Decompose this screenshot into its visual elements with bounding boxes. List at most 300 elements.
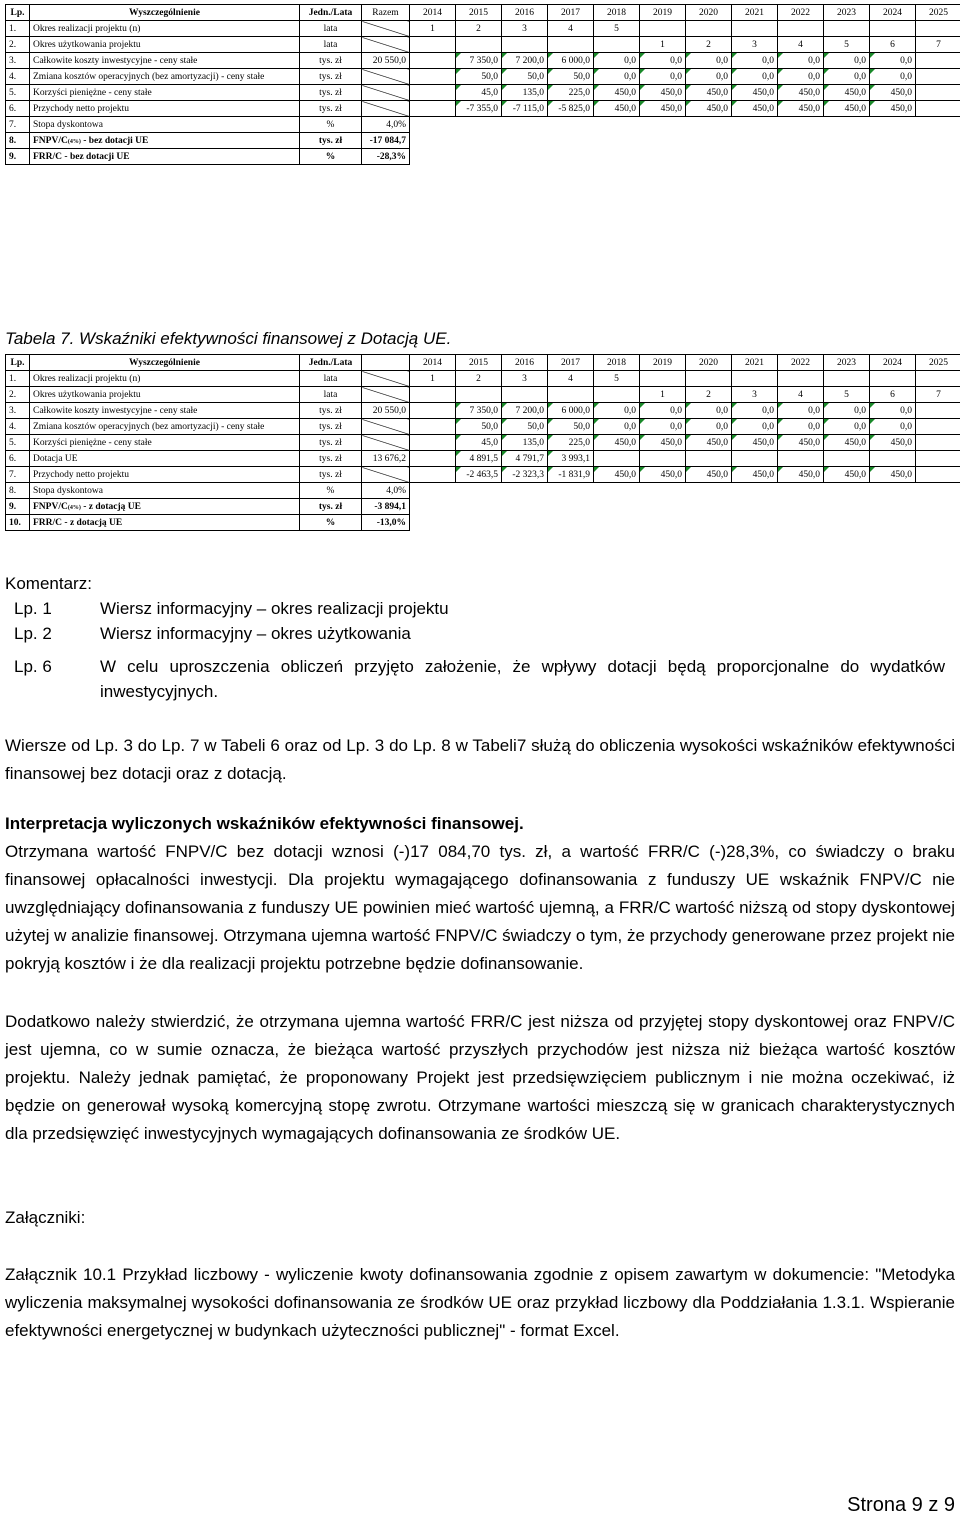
header-cell: 2024	[870, 5, 916, 21]
value-cell: 450,0	[686, 467, 732, 483]
header-cell: 2016	[502, 5, 548, 21]
value-cell	[778, 21, 824, 37]
value-cell	[410, 53, 456, 69]
value-cell	[824, 21, 870, 37]
empty-cell	[410, 499, 960, 515]
razem-cell: -3 894,1	[362, 499, 410, 515]
value-cell: 450,0	[824, 101, 870, 117]
empty-cell	[410, 149, 960, 165]
value-cell: 1	[410, 21, 456, 37]
value-cell: 1	[640, 37, 686, 53]
value-cell: 0,0	[778, 419, 824, 435]
value-cell	[410, 101, 456, 117]
value-cell: 0,0	[732, 53, 778, 69]
value-cell: 450,0	[732, 85, 778, 101]
value-cell: 2	[686, 387, 732, 403]
value-cell: 0,0	[870, 419, 916, 435]
value-cell: 7 200,0	[502, 53, 548, 69]
name-cell: Korzyści pieniężne - ceny stałe	[30, 85, 300, 101]
value-cell: 0,0	[686, 419, 732, 435]
value-cell: 7	[916, 387, 960, 403]
value-cell: 0,0	[640, 403, 686, 419]
value-cell	[732, 451, 778, 467]
lp-cell: 9.	[6, 149, 30, 165]
unit-cell: tys. zł	[300, 85, 362, 101]
unit-cell: tys. zł	[300, 69, 362, 85]
value-cell: 450,0	[732, 435, 778, 451]
value-cell: 3	[502, 371, 548, 387]
table-z-dotacja	[5, 354, 960, 531]
value-cell: 135,0	[502, 85, 548, 101]
lp-cell: 5.	[6, 435, 30, 451]
value-cell: 3	[732, 37, 778, 53]
lp-cell: 8.	[6, 483, 30, 499]
value-cell: 7	[916, 37, 960, 53]
lp-cell: 4.	[6, 69, 30, 85]
lp-cell: 2.	[6, 387, 30, 403]
unit-cell: lata	[300, 371, 362, 387]
header-cell: 2020	[686, 5, 732, 21]
razem-cell	[362, 101, 410, 117]
value-cell: 450,0	[686, 435, 732, 451]
name-main: FNPV/C	[33, 136, 68, 146]
table-row	[6, 101, 960, 117]
value-cell: 0,0	[778, 53, 824, 69]
value-cell	[502, 387, 548, 403]
value-cell: 450,0	[732, 467, 778, 483]
value-cell: 450,0	[594, 467, 640, 483]
razem-cell: 13 676,2	[362, 451, 410, 467]
value-cell: -5 825,0	[548, 101, 594, 117]
value-cell: 450,0	[640, 85, 686, 101]
value-cell: 0,0	[594, 69, 640, 85]
value-cell	[410, 419, 456, 435]
header-cell: 2014	[410, 355, 456, 371]
value-cell: 4	[548, 371, 594, 387]
value-cell: 0,0	[640, 419, 686, 435]
header-cell: 2017	[548, 355, 594, 371]
razem-cell: 4,0%	[362, 117, 410, 133]
name-cell	[30, 499, 300, 515]
razem-cell	[362, 21, 410, 37]
value-cell	[870, 371, 916, 387]
value-cell: -7 355,0	[456, 101, 502, 117]
value-cell: 0,0	[778, 69, 824, 85]
header-cell: Lp.	[6, 5, 30, 21]
table-header-row	[6, 355, 960, 371]
name-cell: Zmiana kosztów operacyjnych (bez amortyzacji) - ceny stałe	[30, 419, 300, 435]
value-cell: -2 323,3	[502, 467, 548, 483]
komentarz-lp-label: Lp. 2	[14, 621, 52, 646]
unit-cell: lata	[300, 37, 362, 53]
lp-cell: 9.	[6, 499, 30, 515]
value-cell: 0,0	[732, 403, 778, 419]
value-cell: 0,0	[686, 403, 732, 419]
unit-cell: tys. zł	[300, 467, 362, 483]
value-cell: 450,0	[686, 85, 732, 101]
value-cell: 0,0	[824, 403, 870, 419]
value-cell: 450,0	[778, 467, 824, 483]
value-cell	[502, 37, 548, 53]
value-cell	[870, 451, 916, 467]
value-cell: 5	[594, 21, 640, 37]
razem-cell	[362, 387, 410, 403]
value-cell: 135,0	[502, 435, 548, 451]
value-cell: 225,0	[548, 85, 594, 101]
value-cell: -2 463,5	[456, 467, 502, 483]
table-row	[6, 499, 960, 515]
value-cell	[916, 69, 960, 85]
value-cell: 450,0	[594, 435, 640, 451]
interpretation-paragraph-1: Otrzymana wartość FNPV/C bez dotacji wznosi (-)17 084,70 tys. zł, a wartość FRR/C (-)28,3%, co świadczy o braku finansowej opłacalności inwestycji. Dla projektu wymagającego dofinansowania z funduszy UE wskaźnik FNPV/C nie uwzględniający dofinansowania z funduszy UE powinien mieć wartość ujemną, a FRR/C wartość niższą od stopy dyskontowej użytej w analizie finansowej. Otrzymana ujemna wartość FNPV/C świadczy o tym, że przychody generowane przez projekt nie pokryją kosztów i że dla realizacji projektu potrzebne będzie dofinansowanie.	[5, 838, 955, 978]
header-cell: 2021	[732, 355, 778, 371]
header-cell: 2016	[502, 355, 548, 371]
value-cell	[916, 371, 960, 387]
value-cell	[410, 37, 456, 53]
header-cell: Lp.	[6, 355, 30, 371]
value-cell: -7 115,0	[502, 101, 548, 117]
name-cell: Zmiana kosztów operacyjnych (bez amortyzacji) - ceny stałe	[30, 69, 300, 85]
value-cell	[410, 69, 456, 85]
value-cell: 6 000,0	[548, 53, 594, 69]
page-number: Strona 9 z 9	[847, 1494, 955, 1517]
razem-cell	[362, 419, 410, 435]
value-cell: 3	[732, 387, 778, 403]
value-cell: 450,0	[870, 85, 916, 101]
value-cell	[732, 371, 778, 387]
paragraph-wiersze: Wiersze od Lp. 3 do Lp. 7 w Tabeli 6 oraz od Lp. 3 do Lp. 8 w Tabeli7 służą do obliczenia wysokości wskaźników efektywności finansowej bez dotacji oraz z dotacją.	[5, 732, 955, 788]
value-cell	[916, 451, 960, 467]
attachments-heading: Załączniki:	[5, 1204, 955, 1232]
lp-cell: 1.	[6, 21, 30, 37]
value-cell: 6	[870, 37, 916, 53]
header-cell	[362, 355, 410, 371]
empty-cell	[410, 133, 960, 149]
table-row	[6, 117, 960, 133]
value-cell: 50,0	[456, 69, 502, 85]
header-cell: 2022	[778, 355, 824, 371]
value-cell: 5	[824, 387, 870, 403]
table-header-row	[6, 5, 960, 21]
value-cell: 450,0	[870, 435, 916, 451]
value-cell	[410, 467, 456, 483]
razem-cell: 20 550,0	[362, 53, 410, 69]
value-cell: 450,0	[686, 101, 732, 117]
value-cell: 450,0	[870, 101, 916, 117]
name-cell: Przychody netto projektu	[30, 467, 300, 483]
value-cell	[686, 21, 732, 37]
unit-cell: lata	[300, 387, 362, 403]
value-cell	[410, 403, 456, 419]
name-cell: FRR/C - bez dotacji UE	[30, 149, 300, 165]
komentarz-lp-label: Lp. 1	[14, 596, 52, 621]
value-cell	[916, 101, 960, 117]
value-cell: 450,0	[824, 467, 870, 483]
value-cell	[916, 85, 960, 101]
value-cell: 2	[686, 37, 732, 53]
value-cell: 0,0	[732, 419, 778, 435]
table-row	[6, 435, 960, 451]
header-cell: Razem	[362, 5, 410, 21]
razem-cell: -13,0%	[362, 515, 410, 531]
attachment-item: Załącznik 10.1 Przykład liczbowy - wyliczenie kwoty dofinansowania zgodnie z opisem zawartym w dokumencie: "Metodyka wyliczenia maksymalnej wysokości dofinansowania ze środków UE oraz przykład liczbowy dla Poddziałania 1.3.1. Wspieranie efektywności energetycznej w budynkach użyteczności publicznej" - format Excel.	[5, 1261, 955, 1345]
unit-cell: %	[300, 149, 362, 165]
header-cell: 2018	[594, 5, 640, 21]
value-cell: 450,0	[640, 435, 686, 451]
empty-cell	[410, 515, 960, 531]
table-row	[6, 69, 960, 85]
header-cell: 2019	[640, 355, 686, 371]
unit-cell: tys. zł	[300, 419, 362, 435]
unit-cell: lata	[300, 21, 362, 37]
name-cell: Okres użytkowania projektu	[30, 37, 300, 53]
empty-cell	[410, 483, 960, 499]
value-cell: 225,0	[548, 435, 594, 451]
header-cell: 2023	[824, 355, 870, 371]
table-bez-dotacji	[5, 4, 960, 165]
value-cell: 3 993,1	[548, 451, 594, 467]
header-cell: Jedn./Lata	[300, 355, 362, 371]
lp-cell: 6.	[6, 451, 30, 467]
value-cell: 450,0	[594, 101, 640, 117]
lp-cell: 6.	[6, 101, 30, 117]
name-subscript: (4%)	[68, 505, 81, 511]
value-cell: 7 200,0	[502, 403, 548, 419]
header-cell: 2015	[456, 5, 502, 21]
value-cell: 4 891,5	[456, 451, 502, 467]
table-row	[6, 371, 960, 387]
value-cell	[594, 387, 640, 403]
table-row	[6, 403, 960, 419]
razem-cell	[362, 371, 410, 387]
name-cell: Całkowite koszty inwestycyjne - ceny stałe	[30, 403, 300, 419]
lp-cell: 2.	[6, 37, 30, 53]
value-cell	[916, 435, 960, 451]
value-cell	[548, 37, 594, 53]
value-cell: 50,0	[456, 419, 502, 435]
header-cell: 2021	[732, 5, 778, 21]
table-row	[6, 53, 960, 69]
name-cell: Stopa dyskontowa	[30, 117, 300, 133]
table-row	[6, 515, 960, 531]
value-cell: 0,0	[778, 403, 824, 419]
value-cell: 7 350,0	[456, 403, 502, 419]
value-cell	[548, 387, 594, 403]
value-cell: 50,0	[548, 419, 594, 435]
empty-cell	[410, 117, 960, 133]
value-cell: 1	[640, 387, 686, 403]
value-cell: 450,0	[778, 101, 824, 117]
table-caption: Tabela 7. Wskaźniki efektywności finansowej z Dotacją UE.	[5, 329, 451, 349]
value-cell	[686, 371, 732, 387]
name-tail: - z dotacją UE	[81, 502, 141, 512]
header-cell: Jedn./Lata	[300, 5, 362, 21]
header-cell: 2014	[410, 5, 456, 21]
value-cell: 0,0	[640, 69, 686, 85]
table-row	[6, 387, 960, 403]
komentarz-lp-label: Lp. 6	[14, 654, 52, 679]
value-cell: 450,0	[640, 101, 686, 117]
value-cell: 0,0	[870, 53, 916, 69]
value-cell	[870, 21, 916, 37]
razem-cell	[362, 37, 410, 53]
value-cell: -1 831,9	[548, 467, 594, 483]
unit-cell: tys. zł	[300, 133, 362, 149]
value-cell: 4	[778, 37, 824, 53]
value-cell: 450,0	[640, 467, 686, 483]
value-cell	[916, 53, 960, 69]
value-cell: 0,0	[594, 403, 640, 419]
header-cell: 2018	[594, 355, 640, 371]
value-cell: 45,0	[456, 435, 502, 451]
value-cell: 4	[548, 21, 594, 37]
value-cell	[594, 37, 640, 53]
value-cell: 0,0	[594, 53, 640, 69]
value-cell: 0,0	[686, 53, 732, 69]
value-cell: 50,0	[502, 419, 548, 435]
lp-cell: 8.	[6, 133, 30, 149]
table-row	[6, 21, 960, 37]
unit-cell: %	[300, 515, 362, 531]
header-cell: 2025	[916, 5, 960, 21]
value-cell	[778, 451, 824, 467]
table-row	[6, 451, 960, 467]
lp-cell: 4.	[6, 419, 30, 435]
header-cell: 2015	[456, 355, 502, 371]
name-cell: Dotacja UE	[30, 451, 300, 467]
table-row	[6, 133, 960, 149]
header-cell: Wyszczególnienie	[30, 355, 300, 371]
value-cell: 0,0	[732, 69, 778, 85]
value-cell	[686, 451, 732, 467]
name-tail: - bez dotacji UE	[81, 136, 149, 146]
header-cell: 2025	[916, 355, 960, 371]
unit-cell: %	[300, 117, 362, 133]
value-cell	[778, 371, 824, 387]
value-cell	[456, 37, 502, 53]
value-cell: 50,0	[548, 69, 594, 85]
unit-cell: tys. zł	[300, 101, 362, 117]
value-cell: 0,0	[686, 69, 732, 85]
value-cell: 450,0	[594, 85, 640, 101]
value-cell	[410, 85, 456, 101]
value-cell: 0,0	[824, 53, 870, 69]
table-row	[6, 467, 960, 483]
value-cell: 450,0	[824, 435, 870, 451]
lp-cell: 3.	[6, 403, 30, 419]
table-row	[6, 483, 960, 499]
table-row	[6, 419, 960, 435]
unit-cell: tys. zł	[300, 435, 362, 451]
value-cell: 450,0	[824, 85, 870, 101]
value-cell: 0,0	[824, 419, 870, 435]
value-cell: 7 350,0	[456, 53, 502, 69]
lp-cell: 3.	[6, 53, 30, 69]
lp-cell: 7.	[6, 117, 30, 133]
value-cell: 0,0	[594, 419, 640, 435]
razem-cell: -28,3%	[362, 149, 410, 165]
lp-cell: 1.	[6, 371, 30, 387]
value-cell: 2	[456, 371, 502, 387]
value-cell: 0,0	[870, 69, 916, 85]
table-row	[6, 149, 960, 165]
razem-cell	[362, 85, 410, 101]
komentarz-title: Komentarz:	[5, 570, 955, 598]
value-cell: 0,0	[640, 53, 686, 69]
unit-cell: tys. zł	[300, 53, 362, 69]
lp-cell: 10.	[6, 515, 30, 531]
razem-cell: 20 550,0	[362, 403, 410, 419]
value-cell	[410, 435, 456, 451]
value-cell	[916, 403, 960, 419]
value-cell	[916, 21, 960, 37]
value-cell	[916, 419, 960, 435]
value-cell	[410, 387, 456, 403]
value-cell	[824, 451, 870, 467]
unit-cell: tys. zł	[300, 451, 362, 467]
value-cell	[456, 387, 502, 403]
name-subscript: (4%)	[68, 139, 81, 145]
value-cell: 4 791,7	[502, 451, 548, 467]
value-cell: 4	[778, 387, 824, 403]
header-cell: 2019	[640, 5, 686, 21]
value-cell: 450,0	[732, 101, 778, 117]
value-cell	[640, 21, 686, 37]
name-cell	[30, 133, 300, 149]
header-cell: 2020	[686, 355, 732, 371]
value-cell	[916, 467, 960, 483]
value-cell: 0,0	[870, 403, 916, 419]
value-cell: 450,0	[778, 85, 824, 101]
value-cell: 6 000,0	[548, 403, 594, 419]
value-cell	[640, 451, 686, 467]
razem-cell: -17 084,7	[362, 133, 410, 149]
value-cell: 450,0	[778, 435, 824, 451]
value-cell: 0,0	[824, 69, 870, 85]
razem-cell	[362, 435, 410, 451]
razem-cell	[362, 467, 410, 483]
table-row	[6, 37, 960, 53]
unit-cell: %	[300, 483, 362, 499]
name-cell: Stopa dyskontowa	[30, 483, 300, 499]
value-cell: 45,0	[456, 85, 502, 101]
name-cell: Całkowite koszty inwestycyjne - ceny stałe	[30, 53, 300, 69]
razem-cell	[362, 69, 410, 85]
interpretation-paragraph-2: Dodatkowo należy stwierdzić, że otrzymana ujemna wartość FRR/C jest niższa od przyjętej stopy dyskontowej oraz FNPV/C jest ujemna, co w sumie oznacza, że bieżąca wartość przyszłych przychodów jest niższa niż bieżąca wartość kosztów projektu. Należy jednak pamiętać, że proponowany Projekt jest przedsięwzięciem publicznym i nie można oczekiwać, iż będzie on generował wysoką komercyjną stopę zwrotu. Otrzymane wartości mieszczą się w granicach charakterystycznych dla przedsięwzięć inwestycyjnych wymagających dofinansowania ze środków UE.	[5, 1008, 955, 1148]
interpretation-heading: Interpretacja wyliczonych wskaźników efektywności finansowej.	[5, 810, 955, 838]
komentarz-lp-text: Wiersz informacyjny – okres użytkowania	[100, 621, 945, 646]
value-cell	[594, 451, 640, 467]
value-cell: 50,0	[502, 69, 548, 85]
value-cell	[410, 451, 456, 467]
komentarz-lp-text: Wiersz informacyjny – okres realizacji projektu	[100, 596, 945, 621]
name-cell: Korzyści pieniężne - ceny stałe	[30, 435, 300, 451]
value-cell: 2	[456, 21, 502, 37]
value-cell	[640, 371, 686, 387]
lp-cell: 5.	[6, 85, 30, 101]
razem-cell: 4,0%	[362, 483, 410, 499]
header-cell: 2024	[870, 355, 916, 371]
name-cell: Okres użytkowania projektu	[30, 387, 300, 403]
header-cell: 2022	[778, 5, 824, 21]
header-cell: 2017	[548, 5, 594, 21]
value-cell: 3	[502, 21, 548, 37]
name-main: FNPV/C	[33, 502, 68, 512]
name-cell: Okres realizacji projektu (n)	[30, 371, 300, 387]
value-cell	[732, 21, 778, 37]
value-cell: 6	[870, 387, 916, 403]
value-cell: 450,0	[870, 467, 916, 483]
